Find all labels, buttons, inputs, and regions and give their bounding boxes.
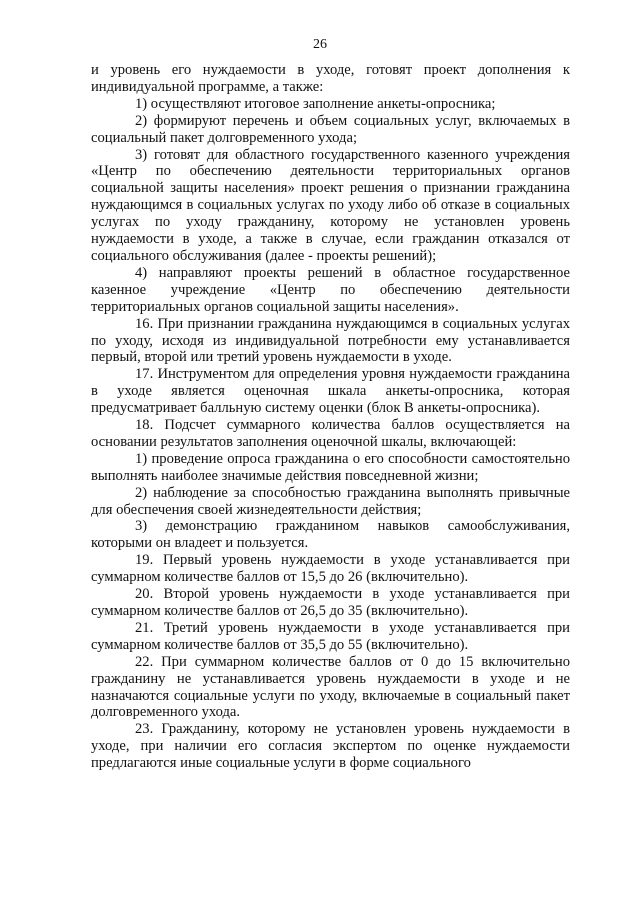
paragraph-clause-22: 22. При суммарном количестве баллов от 0 до 15 включительно гражданину не устанавливается уровень нуждаемости в уходе и не назначаются социальные услуги по уходу, включаемые в социальный пакет долговременного ухода. [91,653,570,721]
paragraph-clause-17: 17. Инструментом для определения уровня нуждаемости гражданина в уходе является оценочная шкала анкеты-опросника, которая предусматривает балльную систему оценки (блок В анкеты-опросника). [91,366,570,417]
paragraph-clause-23: 23. Гражданину, которому не установлен уровень нуждаемости в уходе, при наличии его согласия экспертом по оценке нуждаемости предлагаются иные социальные услуги в форме социального [91,721,570,772]
paragraph-clause-20: 20. Второй уровень нуждаемости в уходе устанавливается при суммарном количестве баллов от 26,5 до 35 (включительно). [91,586,570,619]
paragraph-clause-18: 18. Подсчет суммарного количества баллов осуществляется на основании результатов заполнения оценочной шкалы, включающей: [91,417,570,450]
paragraph-item-3: 3) готовят для областного государственного казенного учреждения «Центр по обеспечению деятельности территориальных органов социальной защиты населения» проект решения о признании гражданина нуждающимся в социальных услугах по уходу либо об отказе в социальных услугах по уходу гражданину, которому не установлен уровень нуждаемости в уходе, а также в случае, если гражданин отказался от социального обслуживания (далее - проекты решений); [91,146,570,264]
document-body [91,62,570,772]
page-number: 26 [313,37,327,52]
paragraph-continuation: и уровень его нуждаемости в уходе, готовят проект дополнения к индивидуальной программе, а также: [91,62,570,95]
paragraph-clause-18-item-3: 3) демонстрацию гражданином навыков самообслуживания, которыми он владеет и пользуется. [91,518,570,552]
paragraph-item-2: 2) формируют перечень и объем социальных услуг, включаемых в социальный пакет долговременного ухода; [91,112,570,146]
paragraph-clause-19: 19. Первый уровень нуждаемости в уходе устанавливается при суммарном количестве баллов от 15,5 до 26 (включительно). [91,552,570,586]
paragraph-clause-21: 21. Третий уровень нуждаемости в уходе устанавливается при суммарном количестве баллов от 35,5 до 55 (включительно). [91,619,570,653]
paragraph-clause-16: 16. При признании гражданина нуждающимся в социальных услугах по уходу, исходя из индивидуальной потребности ему устанавливается первый, второй или третий уровень нуждаемости в уходе. [91,315,570,366]
paragraph-clause-18-item-1: 1) проведение опроса гражданина о его способности самостоятельно выполнять наиболее значимые действия повседневной жизни; [91,450,570,484]
paragraph-item-1: 1) осуществляют итоговое заполнение анкеты-опросника; [135,95,496,112]
paragraph-clause-18-item-2: 2) наблюдение за способностью гражданина выполнять привычные для обеспечения своей жизнедеятельности действия; [91,484,570,518]
paragraph-item-4: 4) направляют проекты решений в областное государственное казенное учреждение «Центр по обеспечению деятельности территориальных органов социальной защиты населения». [91,264,570,315]
